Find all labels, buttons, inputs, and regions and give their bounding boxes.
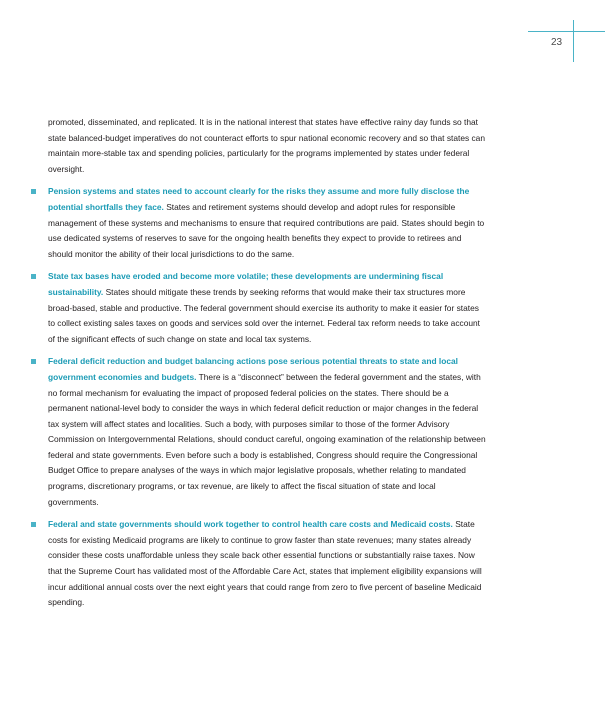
square-bullet-icon [31, 189, 36, 194]
recommendation-body: There is a “disconnect” between the federal government and the states, with no formal mechanism for evaluating the impact of proposed federal policies on the states. There should be a permanent national-level body to consider the ways in which federal deficit reduction or major changes in the federal tax system will affect states and localities. Such a body, with purposes similar to those of the former Advisory Commission on Intergovernmental Relations, should conduct careful, ongoing examination of the relationship between federal and state governments. Even before such a body is established, Congress should require the Congressional Budget Office to prepare analyses of the ways in which major legislative proposals, whether relating to mandated programs, discretionary programs, or tax revenue, are likely to affect the fiscal situation of state and local governments. [48, 371, 486, 507]
recommendation-item [48, 184, 488, 262]
recommendation-body: States and retirement systems should develop and adopt rules for responsible management of these systems and mechanisms to ensure that required contributions are paid. States should begin to use dedicated systems of reserves to save for the ongoing health benefits they expect to provide to retirees and should monitor the ability of their local jurisdictions to do the same. [48, 201, 485, 259]
recommendation-lead: State tax bases have eroded and become more volatile; these developments are undermining fiscal sustainability. [48, 271, 444, 297]
square-bullet-icon [31, 522, 36, 527]
recommendation-item [48, 269, 488, 347]
recommendation-text [48, 269, 488, 347]
corner-rule-vertical [573, 20, 574, 62]
body-text [48, 115, 488, 618]
corner-rule-horizontal [528, 31, 605, 32]
square-bullet-icon [31, 274, 36, 279]
recommendation-item [48, 354, 488, 510]
recommendation-body: State costs for existing Medicaid programs are likely to continue to grow faster than state revenues; many states already consider these costs unaffordable unless they scale back other essential functions or substantially raise taxes. Now that the Supreme Court has validated most of the Affordable Care Act, states that implement eligibility expansions will incur additional annual costs over the next eight years that could range from zero to five percent of baseline Medicaid spending. [48, 519, 482, 608]
square-bullet-icon [31, 359, 36, 364]
page-number: 23 [551, 37, 563, 48]
recommendation-lead: Federal deficit reduction and budget balancing actions pose serious potential threats to state and local government economies and budgets. [48, 356, 458, 382]
recommendation-text [48, 354, 488, 510]
recommendation-text [48, 517, 488, 611]
recommendation-body: States should mitigate these trends by seeking reforms that would make their tax structures more broad-based, stable and productive. The federal government should exercise its authority to make it easier for states to collect existing sales taxes on goods and services sold over the internet. Federal tax reform needs to take account of the significant effects of such change on state and local tax systems. [48, 286, 481, 344]
recommendation-item [48, 517, 488, 611]
recommendation-lead: Pension systems and states need to account clearly for the risks they assume and more fully disclose the potential shortfalls they face. [48, 186, 470, 212]
recommendation-lead: Federal and state governments should work together to control health care costs and Medicaid costs. [48, 519, 453, 530]
recommendation-text [48, 184, 488, 262]
intro-paragraph: promoted, disseminated, and replicated. It is in the national interest that states have effective rainy day funds so that state balanced-budget imperatives do not counteract efforts to spur national economic recovery and so that states can maintain more-stable tax and spending policies, particularly for the programs implemented by states under federal oversight. [48, 117, 485, 174]
